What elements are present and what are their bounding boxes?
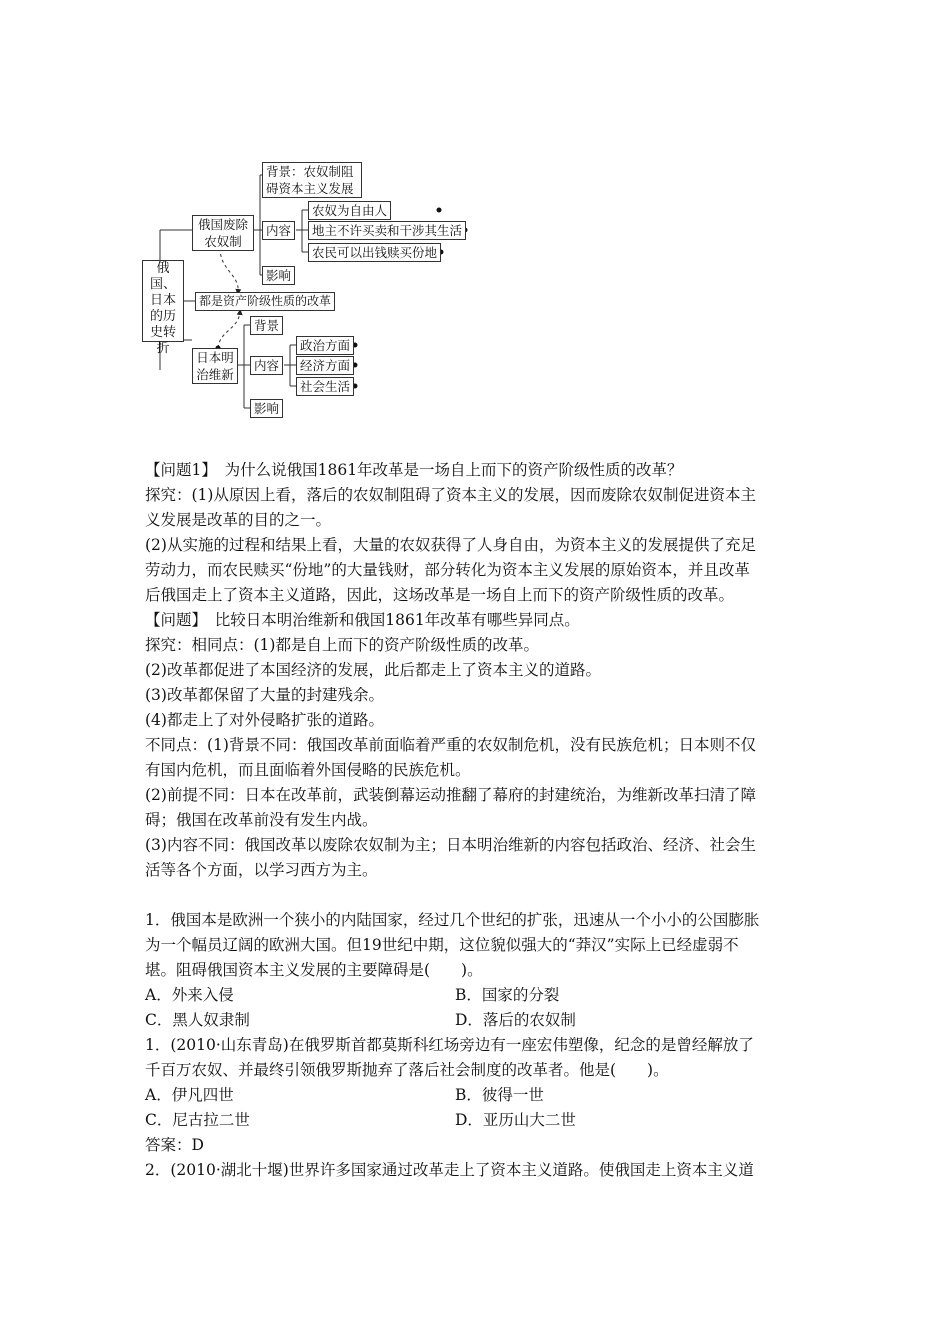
text-line: (2)前提不同：日本在改革前，武装倒幕运动推翻了幕府的封建统治，为维新改革扫清了障 [145, 786, 756, 804]
diagram-russia-background: 背景：农奴制阻碍资本主义发展 [262, 162, 362, 198]
question-1-heading: 【问题1】 为什么说俄国1861年改革是一场自上而下的资产阶级性质的改革？ [145, 461, 683, 479]
text-line: 劳动力，而农民赎买“份地”的大量钱财，部分转化为资本主义发展的原始资本，并且改革 [145, 561, 750, 579]
exercise-1-options-row [145, 1008, 810, 1033]
diagram-russia-item-3: 农民可以出钱赎买份地 [308, 243, 441, 262]
option-b: B．国家的分裂 [455, 986, 560, 1004]
option-d: D．亚历山大二世 [455, 1111, 576, 1129]
concept-diagram [140, 160, 480, 425]
diagram-japan-background: 背景 [250, 316, 283, 335]
option-c: C．黑人奴隶制 [145, 1011, 250, 1029]
diagram-russia-item-2: 地主不许买卖和干涉其生活 [308, 221, 466, 240]
exercise-1-line: 堪。阻碍俄国资本主义发展的主要障碍是( )。 [145, 961, 483, 979]
text-line: (3)内容不同：俄国改革以废除农奴制为主；日本明治维新的内容包括政治、经济、社会生 [145, 836, 756, 854]
diagram-japan-item-1: 政治方面 [296, 336, 354, 355]
diagram-japan-reform: 日本明治维新 [192, 348, 238, 384]
exercise-1-line: 1．俄国本是欧洲一个狭小的内陆国家，经过几个世纪的扩张，迅速从一个小小的公国膨胀 [145, 911, 760, 929]
diagram-common-point: 都是资产阶级性质的改革 [195, 292, 335, 311]
option-a: A．外来入侵 [145, 986, 234, 1004]
option-d: D．落后的农奴制 [455, 1011, 576, 1029]
text-line: 探究：相同点：(1)都是自上而下的资产阶级性质的改革。 [145, 636, 539, 654]
diagram-japan-item-3: 社会生活 [296, 377, 354, 396]
document-body [145, 458, 810, 1183]
diagram-russia-reform: 俄国废除农奴制 [192, 215, 254, 251]
diagram-russia-item-1: 农奴为自由人 [308, 201, 391, 220]
text-line: 义发展是改革的目的之一。 [145, 511, 332, 529]
text-line: 探究：(1)从原因上看，落后的农奴制阻碍了资本主义的发展，因而废除农奴制促进资本主 [145, 486, 756, 504]
exercise-2-options-row [145, 1083, 810, 1108]
exercise-1-line: 为一个幅员辽阔的欧洲大国。但19世纪中期，这位貌似强大的“莽汉”实际上已经虚弱不 [145, 936, 739, 954]
diagram-russia-impact: 影响 [262, 266, 295, 285]
text-line: 碍；俄国在改革前没有发生内战。 [145, 811, 378, 829]
question-2-heading: 【问题】 比较日本明治维新和俄国1861年改革有哪些异同点。 [145, 611, 580, 629]
diagram-japan-item-2: 经济方面 [296, 356, 354, 375]
option-a: A．伊凡四世 [145, 1086, 234, 1104]
text-line: (2)改革都促进了本国经济的发展，此后都走上了资本主义的道路。 [145, 661, 601, 679]
option-c: C．尼古拉二世 [145, 1111, 250, 1129]
text-line: 后俄国走上了资本主义道路，因此，这场改革是一场自上而下的资产阶级性质的改革。 [145, 586, 735, 604]
text-line: (2)从实施的过程和结果上看，大量的农奴获得了人身自由，为资本主义的发展提供了充足 [145, 536, 756, 554]
exercise-2-line: 千百万农奴、并最终引领俄罗斯抛弃了落后社会制度的改革者。他是( )。 [145, 1061, 669, 1079]
exercise-3-line: 2．(2010·湖北十堰)世界许多国家通过改革走上了资本主义道路。使俄国走上资本主义道 [145, 1161, 754, 1179]
exercise-2-line: 1．(2010·山东青岛)在俄罗斯首都莫斯科红场旁边有一座宏伟塑像，纪念的是曾经解放了 [145, 1036, 754, 1054]
diagram-root: 俄国、日本的历史转折 [142, 260, 184, 342]
answer-line: 答案：D [145, 1136, 204, 1154]
exercise-2-options-row [145, 1108, 810, 1133]
diagram-russia-content: 内容 [262, 221, 295, 240]
option-b: B．彼得一世 [455, 1086, 544, 1104]
diagram-japan-content: 内容 [250, 356, 283, 375]
text-line: 活等各个方面，以学习西方为主。 [145, 861, 378, 879]
text-line: 不同点：(1)背景不同：俄国改革前面临着严重的农奴制危机，没有民族危机；日本则不仅 [145, 736, 756, 754]
text-line: (4)都走上了对外侵略扩张的道路。 [145, 711, 384, 729]
text-line: (3)改革都保留了大量的封建残余。 [145, 686, 384, 704]
exercise-1-options-row [145, 983, 810, 1008]
text-line: 有国内危机，而且面临着外国侵略的民族危机。 [145, 761, 471, 779]
diagram-japan-impact: 影响 [250, 399, 283, 418]
